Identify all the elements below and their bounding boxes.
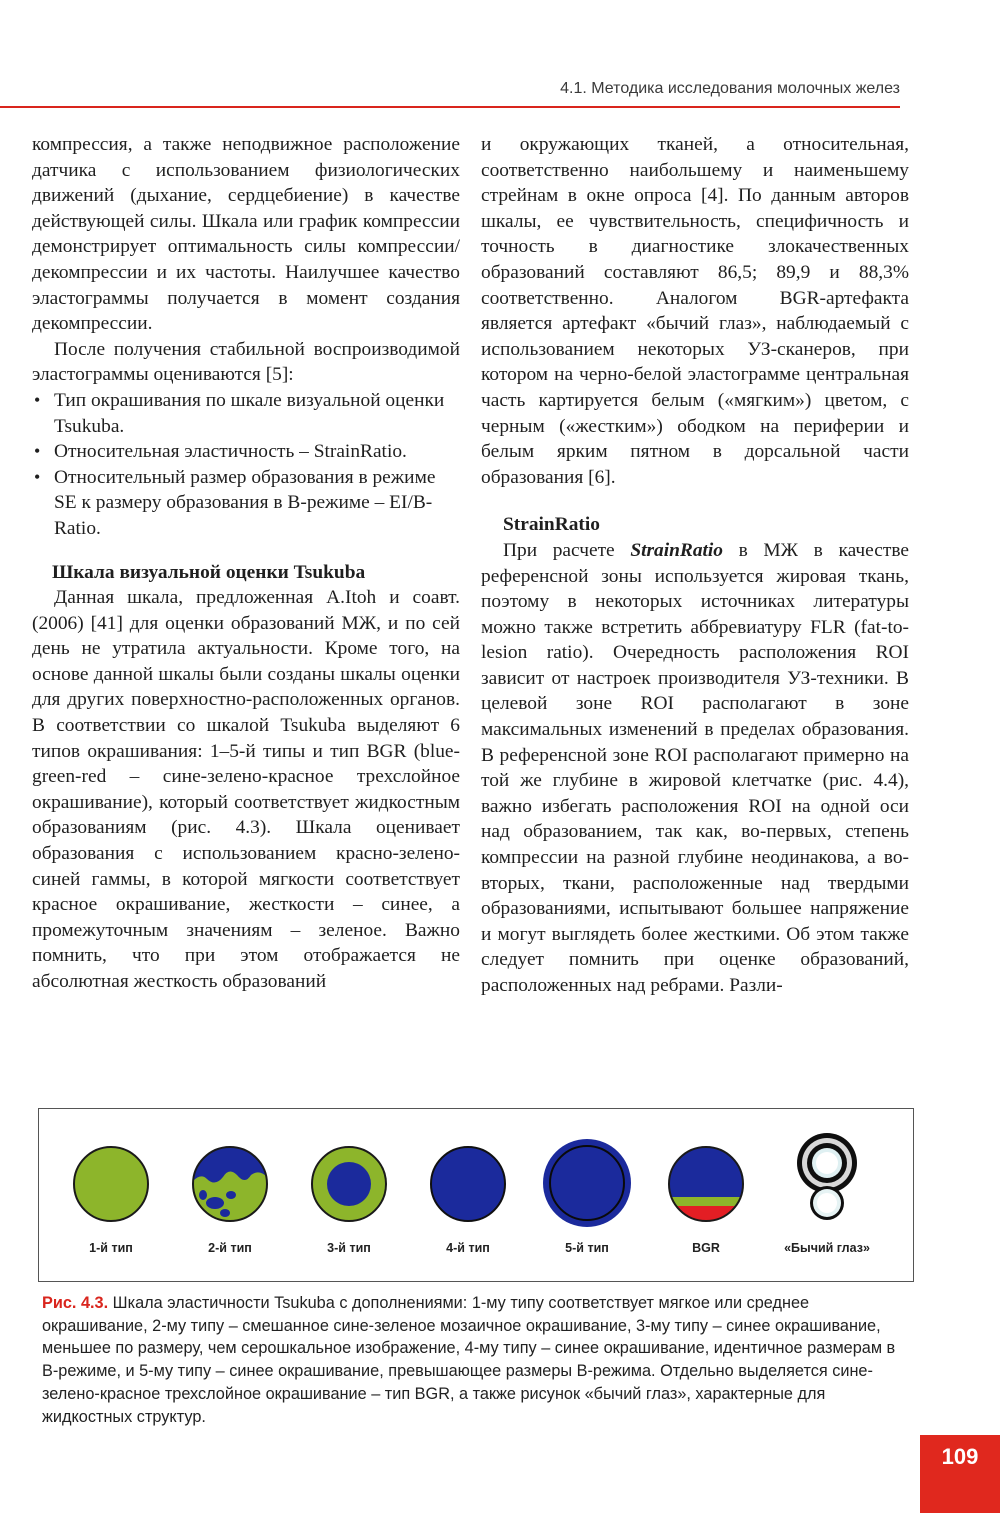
figure-item-type5: [527, 1109, 647, 1281]
figure-caption: [42, 1292, 914, 1428]
bullet-item: • Относительная эластичность – StrainRatio.: [32, 439, 460, 465]
left-column: [32, 132, 460, 995]
left-paragraph-3: Данная шкала, предложенная A.Itoh и соавт. (2006) [41] для оценки образований МЖ, и по сей день не утратила актуальности. Кроме того, на основе данной шкалы были созданы шкалы оценки для других поверхностно-расположенных органов. В соответствии со шкалой Tsukuba выделяют 6 типов окрашивания: 1–5-й типы и тип BGR (blue-green-red – сине-зелено-красное трехслойное окрашивание), который соответствует жидкостным образованиям (рис. 4.3). Шкала оценивает образования с использованием красно-зелено-синей гаммы, в которой мягкости соответствует красное окрашивание, жесткости – синее, а промежуточным значениям – зеленое. Важно помнить, что при этом отображается не абсолютная жесткость образований: [32, 587, 460, 992]
type5-blue-large-circle-icon: [539, 1135, 635, 1231]
figure-label: 3-й тип: [327, 1241, 371, 1255]
bullet-item: • Относительный размер образования в режиме SE к размеру образования в В-режиме – EI/B-Ratio.: [32, 465, 460, 542]
figure-caption-text: Шкала эластичности Tsukuba с дополнениями: 1-му типу соответствует мягкое или среднее окрашивание, 2-му типу – смешанное сине-зеленое мозаичное окрашивание, 3-му типу – синее окрашивание, меньшее по размеру, чем серошкальное изображение, 4-му типу – синее окрашивание, идентичное размерам в В-режиме, и 5-му типу – синее окрашивание, превышающее размеры В-режима. Отдельно выделяется сине-зелено-красное трехслойное окрашивание – тип BGR, а также рисунок «бычий глаз», характерные для жидкостных структур.: [42, 1294, 896, 1426]
right-paragraph-2: [481, 538, 909, 999]
running-header: [0, 74, 900, 108]
figure-item-type3: [289, 1109, 409, 1281]
bulls-eye-icon: [782, 1129, 872, 1229]
figure-item-type1: [51, 1109, 171, 1281]
running-header-title: 4.1. Методика исследования молочных желез: [560, 80, 900, 97]
type1-green-circle-icon: [66, 1139, 156, 1229]
figure-item-type4: [408, 1109, 528, 1281]
figure-tsukuba-scale: [38, 1108, 914, 1282]
bullet-list: [32, 388, 460, 542]
figure-label: 2-й тип: [208, 1241, 252, 1255]
section-heading-tsukuba: Шкала визуальной оценки Tsukuba: [52, 561, 366, 583]
paragraph-start: При расчете: [503, 539, 615, 561]
left-paragraph-2: После получения стабильной воспроизводимой эластограммы оцениваются [5]:: [32, 338, 460, 386]
figure-item-bgr: [646, 1109, 766, 1281]
figure-label: 5-й тип: [565, 1241, 609, 1255]
type4-blue-circle-icon: [423, 1139, 513, 1229]
right-paragraph-1: и окружающих тканей, а относительная, соответственно наибольшему и наименьшему стрейнам в окне опроса [4]. По данным авторов шкалы, ее чувствительность, специфичность и точность в диагностике злокачественных образований составляют 86,5; 89,9 и 88,3% соответственно. Аналогом BGR-артефакта является артефакт «бычий глаз», наблюдаемый с использованием некоторых УЗ-сканеров, при котором на черно-белой эластограмме центральная часть картируется белым («мягким») цветом, с черным («жестким») ободком на периферии и белым ярким пятном в дорсальной части образования [6].: [481, 134, 909, 488]
type3-blue-center-circle-icon: [304, 1139, 394, 1229]
section-heading-strainratio: StrainRatio: [503, 514, 600, 536]
strainratio-term: StrainRatio: [630, 539, 723, 561]
figure-label: BGR: [692, 1241, 720, 1255]
paragraph-rest: в МЖ в качестве референсной зоны используется жировая ткань, поэтому в некоторых источниках литературы можно также встретить аббревиатуру FLR (fat-to-lesion ratio). Очередность расположения ROI зависит от настроек производителя УЗ-техники. В целевой зоне ROI располагают в зоне максимальных изменений в пределах образования. В референсной зоне ROI располагают примерно на той же глубине в жировой клетчатке (рис. 4.4), важно избегать расположения ROI на одной оси над образованием, так как, во-первых, степень компрессии на разной глубине неодинакова, а во-вторых, ткани, расположенные над твердыми образованиями, испытывают большее напряжение и могут выглядеть более жесткими. Об этом также следует помнить при оценке образований, расположенных над ребрами. Разли-: [481, 539, 909, 996]
figure-item-bulls-eye: [767, 1109, 887, 1281]
figure-label: 1-й тип: [89, 1241, 133, 1255]
right-column: [481, 132, 909, 999]
type2-mosaic-circle-icon: [185, 1139, 275, 1229]
bgr-circle-icon: [661, 1139, 751, 1229]
figure-item-type2: [170, 1109, 290, 1281]
figure-label: «Бычий глаз»: [784, 1241, 870, 1255]
figure-label: 4-й тип: [446, 1241, 490, 1255]
bullet-item: • Тип окрашивания по шкале визуальной оценки Tsukuba.: [32, 388, 460, 439]
left-paragraph-1: компрессия, а также неподвижное расположение датчика с использованием физиологических движений (дыхание, сердцебиение) в качестве действующей силы. Шкала или график компрессии демонстрирует оптимальность силы компрессии/декомпрессии и их частоты. Наилучшее качество эластограммы получается в момент создания декомпрессии.: [32, 134, 460, 335]
figure-caption-label: Рис. 4.3.: [42, 1294, 109, 1312]
page-number: 109: [920, 1435, 1000, 1513]
